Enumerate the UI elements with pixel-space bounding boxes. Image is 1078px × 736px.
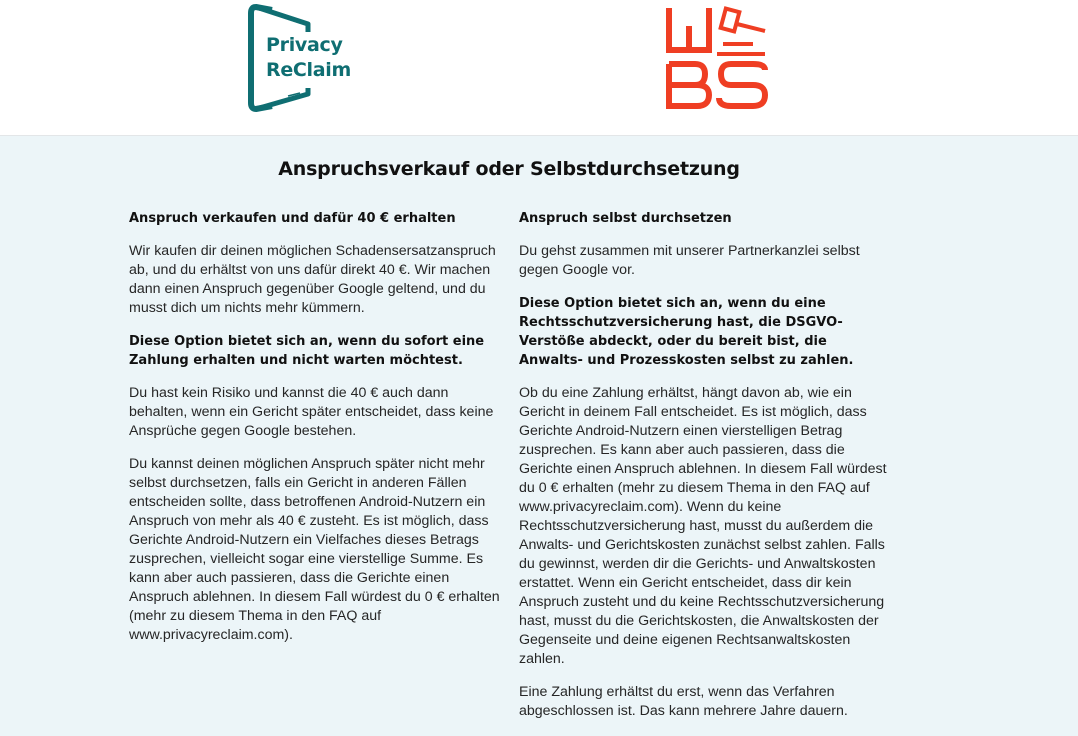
privacy-reclaim-logo xyxy=(248,4,358,112)
option-risk: Du kannst deinen möglichen Anspruch später nicht mehr selbst durchsetzen, falls ein Gericht in anderen Fällen entscheiden sollte, dass betroffenen Android-Nutzern ein Anspruch von mehr als 40 € zusteht. Es ist möglich, dass Gerichte Android-Nutzern ein Vielfaches dieses Betrags zusprechen, vielleicht sogar eine vierstellige Summe. Es kann aber auch passieren, dass die Gerichte einen Anspruch ablehnen. In diesem Fall würdest du 0 € erhalten (mehr zu diesem Thema in den FAQ auf www.privacyreclaim.com). xyxy=(129,456,500,643)
wbs-gavel-icon xyxy=(665,6,771,110)
option-risk: Ob du eine Zahlung erhältst, hängt davon ab, wie ein Gericht in deinem Fall entscheidet. Es ist möglich, dass Gerichte Android-Nutzern einen vierstelligen Betrag zusprechen. Es kann aber auch passieren, dass die Gerichte einen Anspruch ablehnen. In diesem Fall würdest du 0 € erhalten (mehr zu diesem Thema in den FAQ auf www.privacyreclaim.com). Wenn du keine Rechtsschutzversicherung hast, musst du außerdem die Anwalts- und Gerichtskosten zunächst selbst zahlen. Falls du gewinnst, werden dir die Gerichts- und Anwaltskosten erstattet. Wenn ein Gericht entscheidet, dass dir kein Anspruch zusteht und du keine Rechtsschutzversicherung hast, musst du die Gerichtskosten, die Anwaltskosten der Gegenseite und deine eigenen Rechtsanwaltskosten zahlen. xyxy=(519,385,887,667)
wbs-logo xyxy=(665,6,771,110)
page-title: Anspruchsverkauf oder Selbstdurchsetzung xyxy=(278,158,740,180)
option-benefit: Du hast kein Risiko und kannst die 40 € auch dann behalten, wenn ein Gericht später entscheidet, dass keine Ansprüche gegen Google bestehen. xyxy=(129,385,494,439)
option-enforce-claim xyxy=(519,209,891,735)
option-recommendation: Diese Option bietet sich an, wenn du sofort eine Zahlung erhalten und nicht warten möchtest. xyxy=(129,334,485,368)
logo-line-2: ReClaim xyxy=(266,59,352,81)
logo-text xyxy=(266,33,351,83)
option-recommendation: Diese Option bietet sich an, wenn du eine Rechtsschutzversicherung hast, die DSGVO-Verstöße abdeckt, oder du bereit bist, die Anwalts- und Prozesskosten selbst zu zahlen. xyxy=(519,296,854,368)
option-heading: Anspruch selbst durchsetzen xyxy=(519,211,732,226)
option-duration: Eine Zahlung erhältst du erst, wenn das Verfahren abgeschlossen ist. Das kann mehrere Jahre dauern. xyxy=(519,684,848,719)
option-heading: Anspruch verkaufen und dafür 40 € erhalten xyxy=(129,211,456,226)
main-content xyxy=(0,136,1078,736)
header xyxy=(0,0,1078,136)
option-description: Du gehst zusammen mit unserer Partnerkanzlei selbst gegen Google vor. xyxy=(519,243,860,278)
option-sell-claim xyxy=(129,209,501,659)
logo-line-1: Privacy xyxy=(266,34,343,56)
option-description: Wir kaufen dir deinen möglichen Schadensersatzanspruch ab, und du erhältst von uns dafür direkt 40 €. Wir machen dann einen Anspruch gegenüber Google geltend, und du musst dich um nichts mehr kümmern. xyxy=(129,243,496,316)
